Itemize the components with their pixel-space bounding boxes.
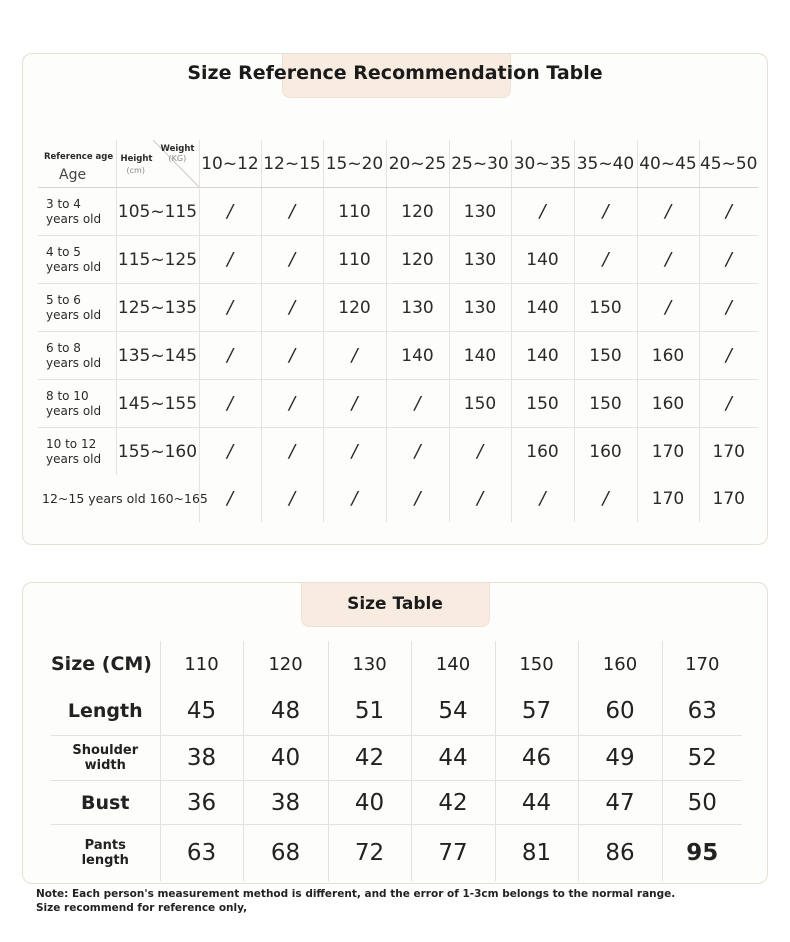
size-header-cell: 170 [662, 641, 742, 687]
height-weight-header-cell [116, 140, 199, 188]
recommended-size-cell: 120 [386, 188, 449, 236]
measurement-value: 40 [328, 781, 411, 825]
measurement-label [51, 781, 160, 825]
measurement-value: 86 [578, 825, 662, 882]
size-table [51, 641, 742, 881]
measurement-label [51, 736, 160, 781]
recommended-size-cell: / [699, 188, 758, 236]
recommended-size-cell: / [261, 236, 323, 284]
size-header-cell: 160 [578, 641, 662, 687]
recommended-size-cell: 160 [637, 332, 699, 380]
height-range-cell: 115~125 [116, 236, 199, 284]
weight-range-header: 35~40 [574, 140, 637, 188]
measurement-note [36, 887, 756, 915]
age-unit-label: years old [46, 451, 102, 466]
age-range-label: 4 to 5 [46, 244, 81, 259]
recommended-size-cell: / [637, 236, 699, 284]
size-recommendation-card [22, 53, 768, 545]
measurement-value: 72 [328, 825, 411, 882]
recommended-size-cell: / [699, 380, 758, 428]
measurement-value: 52 [662, 736, 742, 781]
recommended-size-cell: / [323, 475, 386, 522]
height-range-cell: 135~145 [116, 332, 199, 380]
measurement-value: 42 [328, 736, 411, 781]
age-unit-label: years old [46, 403, 102, 418]
recommended-size-cell: / [449, 428, 511, 476]
weight-range-header: 12~15 [261, 140, 323, 188]
recommended-size-cell: / [637, 284, 699, 332]
measurement-value: 63 [160, 825, 243, 882]
recommendation-row [38, 236, 758, 284]
age-range-label: 3 to 4 [46, 196, 81, 211]
height-range-cell: 155~160 [116, 428, 199, 476]
weight-range-header: 20~25 [386, 140, 449, 188]
recommended-size-cell: / [199, 284, 261, 332]
recommendation-row [38, 332, 758, 380]
recommended-size-cell: 170 [712, 488, 745, 509]
recommended-size-cell: 130 [449, 188, 511, 236]
age-range-label: 5 to 6 [46, 292, 81, 307]
recommended-size-cell: 140 [511, 284, 574, 332]
age-range-cell [38, 188, 116, 236]
measurement-value: 50 [662, 781, 742, 825]
height-unit: (cm) [126, 166, 145, 175]
recommended-size-cell: / [511, 475, 574, 522]
age-range-cell [38, 236, 116, 284]
recommended-size-cell: / [261, 428, 323, 476]
recommended-size-cell: 140 [449, 332, 511, 380]
size-table-title: Size Table [347, 594, 443, 614]
recommended-size-cell: / [199, 332, 261, 380]
recommendation-row [38, 284, 758, 332]
recommended-size-cell: / [261, 188, 323, 236]
age-height-label: 12~15 years old 160~165 [38, 475, 199, 522]
measurement-value: 63 [662, 687, 742, 736]
age-range-label: 6 to 8 [46, 340, 81, 355]
recommendation-table [38, 140, 758, 522]
measurement-value: 36 [160, 781, 243, 825]
weight-unit: (KG) [168, 154, 187, 163]
recommended-size-cell: / [323, 380, 386, 428]
age-unit-label: years old [46, 259, 102, 274]
measurement-value: 57 [495, 687, 578, 736]
recommendation-title: Size Reference Recommendation Table [187, 62, 603, 84]
measurement-value: 45 [160, 687, 243, 736]
measurement-value: 44 [495, 781, 578, 825]
recommended-size-cell: 170 [712, 441, 745, 462]
recommended-size-cell: 160 [511, 428, 574, 476]
measurement-label [51, 687, 160, 736]
recommended-size-cell: / [199, 236, 261, 284]
recommended-size-cell: 140 [386, 332, 449, 380]
recommendation-row [38, 380, 758, 428]
measurement-value: 54 [411, 687, 495, 736]
recommended-size-cell: 140 [511, 236, 574, 284]
age-range-cell [38, 284, 116, 332]
weight-range-header: 40~45 [637, 140, 699, 188]
note-line: Note: Each person's measurement method is different, and the error of 1-3cm belongs to the normal range. [36, 888, 676, 900]
age-unit-label: years old [46, 307, 102, 322]
weight-range-header: 25~30 [449, 140, 511, 188]
measurement-label-line: Shoulder [72, 743, 139, 758]
weight-range-header: 15~20 [323, 140, 386, 188]
recommendation-last-row [38, 475, 758, 522]
size-header-cell: 110 [160, 641, 243, 687]
age-range-cell [38, 380, 116, 428]
weight-range-header: 10~12 [199, 140, 261, 188]
recommended-size-cell: / [199, 380, 261, 428]
age-range-cell [38, 428, 116, 476]
recommended-size-cell: / [386, 428, 449, 476]
recommended-size-cell: 160 [574, 428, 637, 476]
measurement-value: 77 [411, 825, 495, 882]
recommended-size-cell: 110 [323, 188, 386, 236]
measurement-value: 44 [411, 736, 495, 781]
recommended-size-cell: 120 [386, 236, 449, 284]
recommended-size-cell: / [574, 188, 637, 236]
size-rows [51, 687, 742, 881]
measurement-value: 42 [411, 781, 495, 825]
recommended-size-cell: / [323, 428, 386, 476]
measurement-value: 51 [328, 687, 411, 736]
measurement-value: 46 [495, 736, 578, 781]
recommended-size-cell: / [323, 332, 386, 380]
age-range-label: 8 to 10 [46, 388, 89, 403]
age-unit-label: years old [46, 211, 102, 226]
size-header-row [51, 641, 742, 687]
recommendation-row [38, 428, 758, 476]
size-cm-label: Size (CM) [51, 653, 152, 675]
age-range-cell [38, 332, 116, 380]
recommended-size-cell: / [261, 332, 323, 380]
measurement-value: 40 [243, 736, 328, 781]
recommendation-row [38, 188, 758, 236]
height-range-cell: 145~155 [116, 380, 199, 428]
measurement-value: 81 [495, 825, 578, 882]
recommended-size-cell: / [637, 188, 699, 236]
recommended-size-cell: 150 [574, 284, 637, 332]
size-header-cell: 140 [411, 641, 495, 687]
measurement-label-line: width [84, 758, 126, 773]
measurement-label-line: Length [67, 700, 143, 722]
measurement-value: 68 [243, 825, 328, 882]
weight-range-header: 45~50 [699, 140, 758, 188]
recommended-size-cell: / [261, 284, 323, 332]
recommended-size-cell: 150 [511, 380, 574, 428]
age-label: Age [59, 167, 87, 183]
size-table-card [22, 582, 768, 884]
recommended-size-cell: 150 [449, 380, 511, 428]
age-header-cell [38, 140, 116, 188]
measurement-label-line: length [81, 853, 129, 868]
recommended-size-cell: 130 [386, 284, 449, 332]
recommended-size-cell: / [699, 284, 758, 332]
recommended-size-cell: / [261, 475, 323, 522]
weight-label: Weight [160, 144, 195, 154]
recommended-size-cell: 150 [574, 380, 637, 428]
recommendation-rows [38, 188, 758, 476]
recommended-size-cell: / [261, 380, 323, 428]
measurement-label-line: Pants [84, 838, 126, 853]
measurement-value: 48 [243, 687, 328, 736]
recommended-size-cell: / [386, 380, 449, 428]
recommended-size-cell: / [699, 332, 758, 380]
measurement-value: 60 [578, 687, 662, 736]
age-range-label: 10 to 12 [46, 436, 97, 451]
height-range-cell: 105~115 [116, 188, 199, 236]
note-line: Size recommend for reference only, [36, 902, 248, 914]
recommended-size-cell: 120 [323, 284, 386, 332]
recommended-size-cell: / [574, 236, 637, 284]
recommended-size-cell: 110 [323, 236, 386, 284]
size-header-cell: 150 [495, 641, 578, 687]
recommended-size-cell: / [511, 188, 574, 236]
height-label: Height [120, 154, 153, 164]
weight-range-header: 30~35 [511, 140, 574, 188]
recommended-size-cell: 170 [637, 475, 699, 522]
recommended-size-cell: / [699, 236, 758, 284]
measurement-row [51, 736, 742, 781]
recommended-size-cell: 140 [511, 332, 574, 380]
reference-age-label: Reference age [44, 152, 114, 162]
header-row [38, 140, 758, 188]
recommended-size-cell: / [386, 475, 449, 522]
measurement-label-line: Bust [81, 791, 130, 814]
height-range-cell: 125~135 [116, 284, 199, 332]
size-header-cell: 120 [243, 641, 328, 687]
measurement-value: 47 [578, 781, 662, 825]
measurement-value: 95 [662, 825, 742, 882]
measurement-row [51, 825, 742, 882]
recommended-size-cell: 170 [637, 428, 699, 476]
recommended-size-cell: / [574, 475, 637, 522]
recommended-size-cell: 160 [637, 380, 699, 428]
measurement-value: 38 [243, 781, 328, 825]
size-header-cell: 130 [328, 641, 411, 687]
recommended-size-cell: 150 [574, 332, 637, 380]
recommended-size-cell: 130 [449, 284, 511, 332]
measurement-label [51, 825, 160, 882]
recommended-size-cell: / [449, 475, 511, 522]
recommended-size-cell: / [199, 188, 261, 236]
age-unit-label: years old [46, 355, 102, 370]
recommended-size-cell: / [199, 428, 261, 476]
recommended-size-cell: 130 [449, 236, 511, 284]
measurement-row [51, 687, 742, 736]
measurement-value: 38 [160, 736, 243, 781]
measurement-row [51, 781, 742, 825]
recommended-size-cell: / [199, 475, 261, 522]
measurement-value: 49 [578, 736, 662, 781]
